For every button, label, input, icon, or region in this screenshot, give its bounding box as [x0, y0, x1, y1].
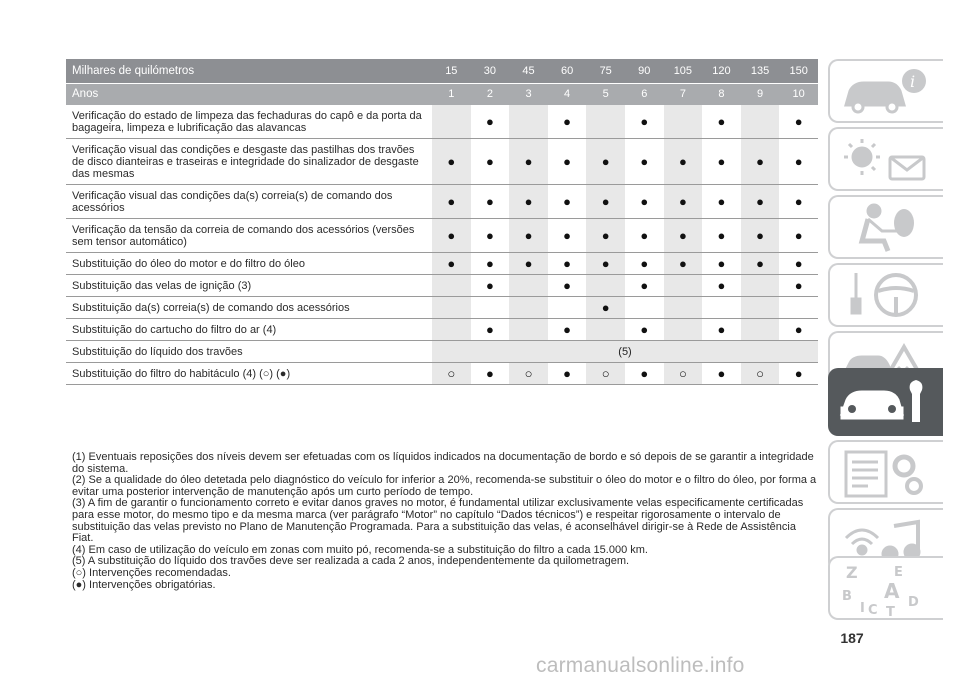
interval-mark-cell: ●: [779, 105, 818, 139]
schedule-row: [66, 341, 818, 363]
footnote: (1) Eventuais reposições dos níveis devem ser efetuadas com os líquidos indicados na documentação de bordo e só depois de se garantir a integridade do sistema.: [72, 451, 814, 475]
schedule-row: [66, 105, 818, 139]
interval-mark-cell: ○: [586, 363, 625, 385]
interval-mark-cell: [586, 275, 625, 297]
interval-mark-cell: ●: [471, 219, 510, 253]
interval-mark-cell: ●: [664, 219, 703, 253]
interval-mark-cell: ●: [702, 319, 741, 341]
interval-mark-cell: [664, 105, 703, 139]
interval-mark-cell: ●: [471, 275, 510, 297]
interval-mark-cell: ●: [471, 105, 510, 139]
interval-mark-cell: ●: [741, 139, 780, 185]
km-header-cell: 75: [586, 59, 625, 83]
interval-mark-cell: ●: [471, 253, 510, 275]
chapter-tab-specs[interactable]: [828, 440, 943, 504]
svg-text:T: T: [886, 605, 895, 616]
interval-mark-cell: [548, 297, 587, 319]
interval-mark-cell: ●: [625, 319, 664, 341]
svg-text:i: i: [910, 72, 916, 91]
interval-mark-cell: [586, 105, 625, 139]
interval-mark-cell: ●: [625, 363, 664, 385]
airbag-safety-icon: [838, 201, 934, 255]
interval-mark-cell: [741, 297, 780, 319]
interval-mark-cell: ●: [779, 253, 818, 275]
interval-mark-cell: ●: [779, 219, 818, 253]
interval-mark-cell: [432, 319, 471, 341]
car-wrench-icon: [838, 374, 934, 428]
interval-mark-cell: ●: [779, 319, 818, 341]
km-header-row: [66, 59, 818, 83]
interval-mark-cell: ●: [702, 363, 741, 385]
interval-mark-cell: ●: [509, 185, 548, 219]
operation-description: Substituição do líquido dos travões: [66, 341, 432, 363]
km-header-cell: 150: [779, 59, 818, 83]
chapter-tab-starting[interactable]: [828, 263, 943, 327]
interval-mark-cell: ●: [741, 219, 780, 253]
km-header-cell: 90: [625, 59, 664, 83]
interval-mark-cell: [741, 275, 780, 297]
interval-mark-cell: [779, 297, 818, 319]
years-header-row: [66, 83, 818, 105]
operation-description: Substituição do cartucho do filtro do ar (4): [66, 319, 432, 341]
interval-mark-cell: ●: [779, 185, 818, 219]
interval-mark-cell: [432, 297, 471, 319]
interval-mark-cell: ●: [432, 185, 471, 219]
interval-note-cell: (5): [432, 341, 818, 363]
interval-mark-cell: ●: [625, 275, 664, 297]
years-header-label: Anos: [66, 83, 432, 105]
interval-mark-cell: ●: [702, 253, 741, 275]
index-letters-icon: [838, 562, 934, 616]
svg-text:I: I: [860, 601, 865, 616]
svg-text:Z: Z: [846, 563, 858, 582]
interval-mark-cell: ●: [741, 253, 780, 275]
interval-mark-cell: ○: [741, 363, 780, 385]
km-header-cell: 60: [548, 59, 587, 83]
years-header-cell: 8: [702, 83, 741, 105]
years-header-cell: 9: [741, 83, 780, 105]
schedule-row: [66, 219, 818, 253]
km-header-cell: 30: [471, 59, 510, 83]
interval-mark-cell: ●: [548, 363, 587, 385]
interval-mark-cell: [664, 297, 703, 319]
specs-gear-icon: [838, 446, 934, 500]
footnote: (2) Se a qualidade do óleo detetada pelo diagnóstico do veículo for inferior a 20%, recomenda-se substituir o óleo do motor e o filtro do óleo, por forma a evitar uma posterior intervenção de manutenção após um curto período de tempo.: [72, 474, 817, 498]
years-header-cell: 3: [509, 83, 548, 105]
interval-mark-cell: [509, 275, 548, 297]
watermark: carmanualsonline.info: [536, 654, 745, 677]
years-header-cell: 1: [432, 83, 471, 105]
interval-mark-cell: ●: [471, 363, 510, 385]
interval-mark-cell: ●: [625, 185, 664, 219]
schedule-row: [66, 253, 818, 275]
interval-mark-cell: [741, 319, 780, 341]
interval-mark-cell: ●: [471, 185, 510, 219]
interval-mark-cell: ●: [548, 139, 587, 185]
km-header-cell: 120: [702, 59, 741, 83]
interval-mark-cell: ●: [432, 139, 471, 185]
km-header-label: Milhares de quilómetros: [66, 59, 432, 83]
interval-mark-cell: ●: [702, 219, 741, 253]
schedule-row: [66, 363, 818, 385]
interval-mark-cell: ●: [586, 139, 625, 185]
interval-mark-cell: ●: [702, 185, 741, 219]
years-header-cell: 6: [625, 83, 664, 105]
footnote: (○) Intervenções recomendadas.: [72, 566, 231, 579]
page-number: 187: [840, 630, 864, 646]
interval-mark-cell: ●: [548, 253, 587, 275]
chapter-tab-safety[interactable]: [828, 195, 943, 259]
years-header-cell: 7: [664, 83, 703, 105]
interval-mark-cell: [702, 297, 741, 319]
car-info-icon: [838, 65, 934, 119]
interval-mark-cell: ●: [509, 139, 548, 185]
interval-mark-cell: ●: [741, 185, 780, 219]
steering-wheel-icon: [838, 269, 934, 323]
interval-mark-cell: ●: [548, 185, 587, 219]
operation-description: Substituição do óleo do motor e do filtro do óleo: [66, 253, 432, 275]
svg-text:C: C: [868, 603, 878, 616]
interval-mark-cell: [509, 297, 548, 319]
operation-description: Substituição das velas de ignição (3): [66, 275, 432, 297]
interval-mark-cell: [509, 319, 548, 341]
interval-mark-cell: ●: [664, 185, 703, 219]
dashboard-lights-icon: [838, 133, 934, 187]
schedule-row: [66, 297, 818, 319]
chapter-tab-dashboard[interactable]: [828, 127, 943, 191]
interval-mark-cell: ●: [702, 105, 741, 139]
schedule-row: [66, 319, 818, 341]
interval-mark-cell: ○: [509, 363, 548, 385]
interval-mark-cell: [432, 105, 471, 139]
interval-mark-cell: ●: [509, 219, 548, 253]
interval-mark-cell: [664, 319, 703, 341]
interval-mark-cell: [471, 297, 510, 319]
schedule-row: [66, 139, 818, 185]
footnote: (5) A substituição do líquido dos travões deve ser realizada a cada 2 anos, independentemente da quilometragem.: [72, 555, 630, 568]
interval-mark-cell: ●: [702, 275, 741, 297]
interval-mark-cell: [625, 297, 664, 319]
chapter-tab-maintenance[interactable]: [828, 368, 943, 436]
interval-mark-cell: ●: [625, 219, 664, 253]
schedule-row: [66, 275, 818, 297]
interval-mark-cell: ○: [432, 363, 471, 385]
interval-mark-cell: ●: [471, 319, 510, 341]
km-header-cell: 135: [741, 59, 780, 83]
svg-text:B: B: [842, 589, 852, 604]
km-header-cell: 15: [432, 59, 471, 83]
interval-mark-cell: ○: [664, 363, 703, 385]
years-header-cell: 4: [548, 83, 587, 105]
schedule-row: [66, 185, 818, 219]
interval-mark-cell: ●: [702, 139, 741, 185]
interval-mark-cell: ●: [548, 275, 587, 297]
maintenance-schedule-table: [66, 59, 818, 385]
interval-mark-cell: ●: [548, 105, 587, 139]
interval-mark-cell: ●: [586, 219, 625, 253]
operation-description: Substituição da(s) correia(s) de comando dos acessórios: [66, 297, 432, 319]
footnote: (3) A fim de garantir o funcionamento correto e evitar danos graves no motor, é fundamental utilizar exclusivamente velas especificamente certificadas para esse motor, do mesmo tipo e da mesma marca (ver parágrafo “Motor” no capítulo “Dados técnicos”) e respeitar rigorosamente o intervalo de substituição das velas previsto no Plano de Manutenção Programada. Para a substituição das velas, é aconselhável dirigir-se à Rede de Assistência Fiat.: [72, 497, 804, 545]
interval-mark-cell: ●: [625, 139, 664, 185]
interval-mark-cell: ●: [471, 139, 510, 185]
chapter-tab-index[interactable]: [828, 556, 943, 620]
interval-mark-cell: ●: [432, 253, 471, 275]
svg-text:A: A: [884, 579, 900, 603]
years-header-cell: 5: [586, 83, 625, 105]
interval-mark-cell: ●: [664, 139, 703, 185]
interval-mark-cell: ●: [586, 297, 625, 319]
interval-mark-cell: ●: [779, 275, 818, 297]
interval-mark-cell: ●: [586, 185, 625, 219]
interval-mark-cell: [741, 105, 780, 139]
interval-mark-cell: ●: [586, 253, 625, 275]
interval-mark-cell: ●: [548, 219, 587, 253]
interval-mark-cell: [509, 105, 548, 139]
km-header-cell: 45: [509, 59, 548, 83]
operation-description: Substituição do filtro do habitáculo (4) (○) (●): [66, 363, 432, 385]
interval-mark-cell: ●: [779, 363, 818, 385]
interval-mark-cell: [432, 275, 471, 297]
operation-description: Verificação visual das condições e desgaste das pastilhas dos travões de disco dianteiras e traseiras e integridade do sinalizador de desgaste das mesmas: [66, 139, 432, 185]
footnotes: [72, 452, 820, 591]
km-header-cell: 105: [664, 59, 703, 83]
years-header-cell: 2: [471, 83, 510, 105]
interval-mark-cell: ●: [625, 253, 664, 275]
interval-mark-cell: [586, 319, 625, 341]
chapter-tab-car-info[interactable]: [828, 59, 943, 123]
years-header-cell: 10: [779, 83, 818, 105]
interval-mark-cell: ●: [625, 105, 664, 139]
svg-text:E: E: [894, 565, 903, 580]
interval-mark-cell: ●: [779, 139, 818, 185]
interval-mark-cell: ●: [548, 319, 587, 341]
operation-description: Verificação visual das condições da(s) correia(s) de comando dos acessórios: [66, 185, 432, 219]
interval-mark-cell: ●: [432, 219, 471, 253]
svg-text:D: D: [908, 595, 919, 610]
footnote: (4) Em caso de utilização do veículo em zonas com muito pó, recomenda-se a substituição do filtro a cada 15.000 km.: [72, 543, 648, 556]
footnote: (●) Intervenções obrigatórias.: [72, 578, 216, 591]
operation-description: Verificação do estado de limpeza das fechaduras do capô e da porta da bagageira, limpeza e lubrificação das alavancas: [66, 105, 432, 139]
interval-mark-cell: ●: [664, 253, 703, 275]
interval-mark-cell: [664, 275, 703, 297]
operation-description: Verificação da tensão da correia de comando dos acessórios (versões sem tensor automático): [66, 219, 432, 253]
interval-mark-cell: ●: [509, 253, 548, 275]
